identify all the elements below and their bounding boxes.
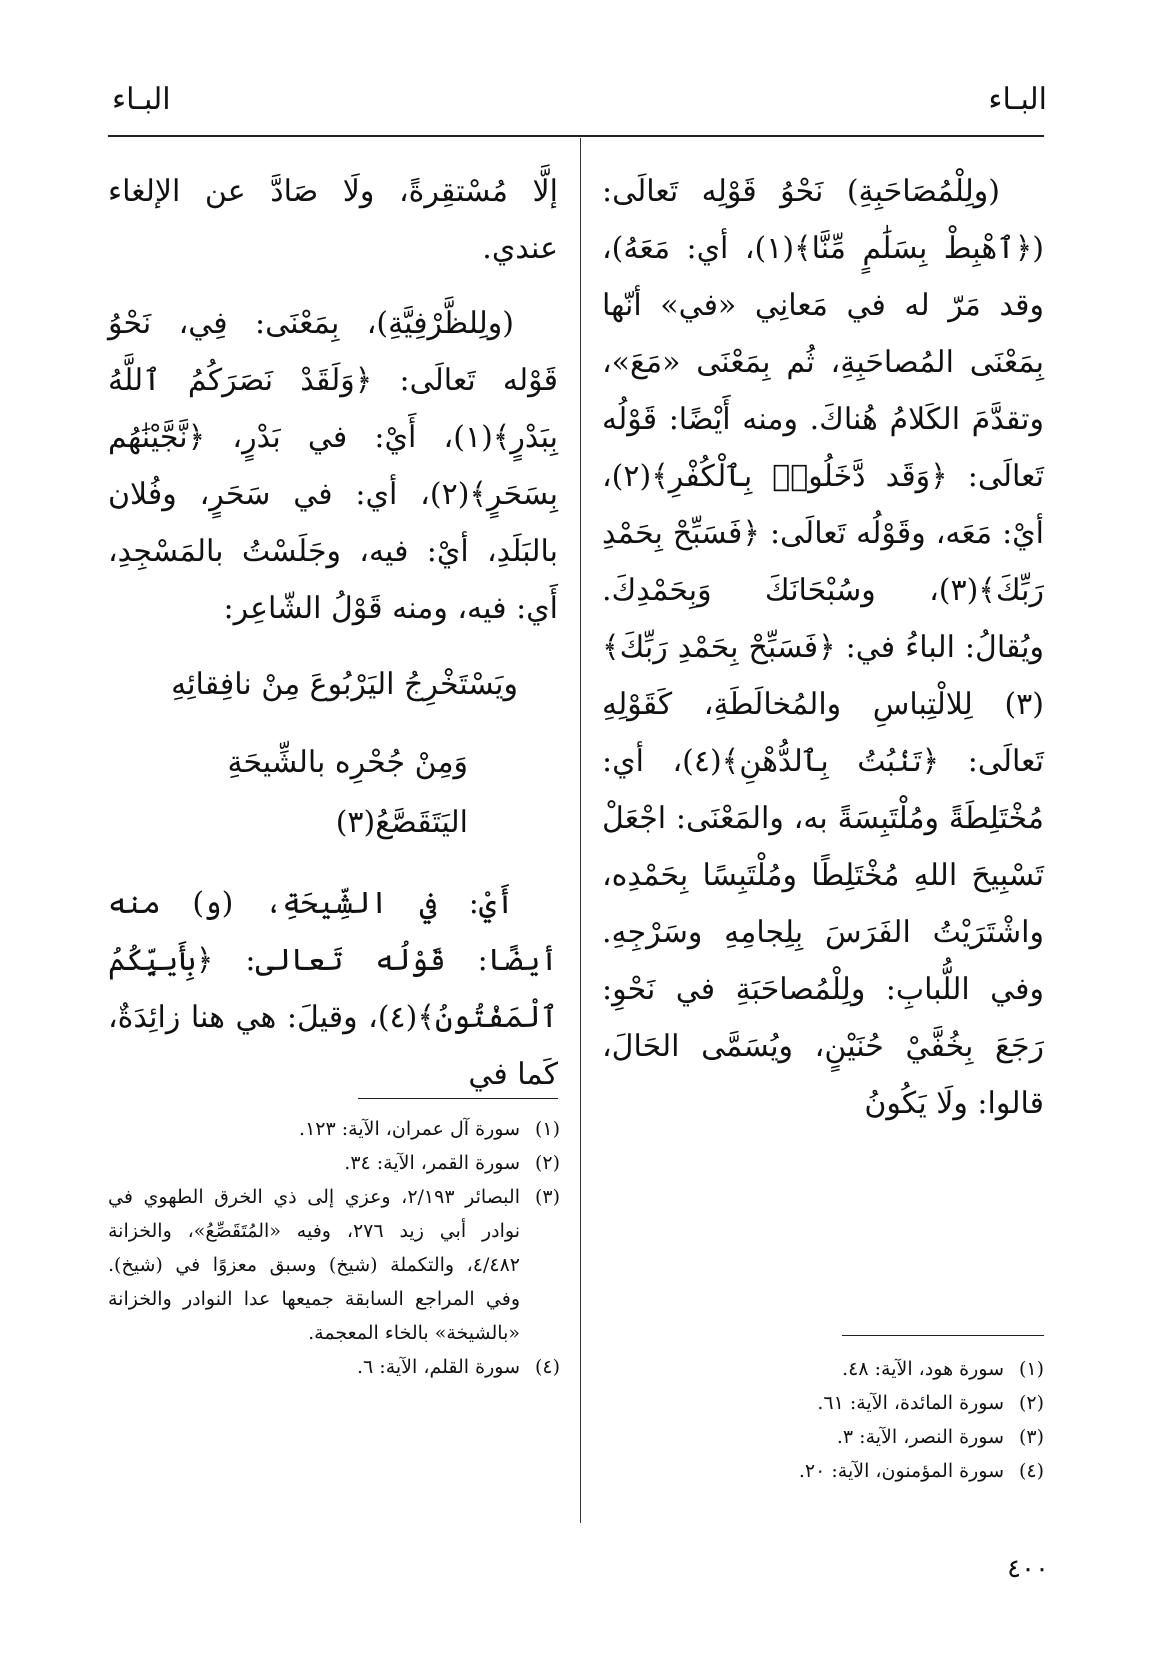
right-column: [602, 163, 1044, 1132]
footnote-text: سورة النصر، الآية: ٣.: [836, 1426, 1004, 1448]
running-header-right: البـاء: [988, 82, 1047, 117]
footnote-text: سورة المائدة، الآية: ٦١.: [817, 1392, 1004, 1414]
footnote-item: [108, 1112, 560, 1146]
left-paragraph-3: أَيْ: في الشِّيحَةِ، (و) منه أيضًا: قَوْلُه تَعالى: ﴿بِأَييِّكُمُ ٱلْمَفْتُونُ﴾(٤)، وقيلَ: هي هنا زائِدَةٌ، كَما في: [108, 886, 558, 1092]
footnote-item: [700, 1420, 1044, 1454]
right-paragraph-1: (ولِلْمُصَاحَبِةِ) نَحْوُ قَوْلِه تَعالَى: (﴿ٱهْبِطْ بِسَلَٰمٍ مِّنَّا﴾(١)، أي: مَعَهُ)، وقد مَرّ له في مَعانِي «في» أنّها بِمَعْنَى المُصاحَبِةِ، ثُم بِمَعْنَى «مَعَ»، وتقدَّمَ الكَلامُ هُناكَ. ومنه أَيْضًا: قَوْلُه تَعالَى: ﴿وَقَد دَّخَلُوا۟ بِٱلْكُفْرِ﴾(٢)، أيْ: مَعَه، وقَوْلُه تَعالَى: ﴿فَسَبِّحْ بِحَمْدِ رَبِّكَ﴾(٣)، وسُبْحَانَكَ وَبِحَمْدِكَ. ويُقالُ: الباءُ في: ﴿فَسَبِّحْ بِحَمْدِ رَبِّكَ﴾(٣) لِلالْتِباسِ والمُخالَطَةِ، كَقَوْلِهِ تَعالَى: ﴿تَنۢبُتُ بِٱلدُّهْنِ﴾(٤)، أي: مُخْتَلِطَةً ومُلْتَبِسَةً به، والمَعْنَى: اجْعَلْ تَسْبِيحَ اللهِ مُخْتَلِطًا ومُلْتَبِسًا بِحَمْدِه، واشْتَرَيْتُ الفَرَسَ بِلِجامِهِ وسَرْجِهِ. وفي اللُّبابِ: ولِلْمُصاحَبَةِ في نَحْوِ: رَجَعَ بِخُفَّيْ حُنَيْنٍ، ويُسَمَّى الحَالَ، قالوا: ولَا يَكُونُ: [602, 174, 1044, 1121]
footnote-item: [700, 1386, 1044, 1420]
left-column: [108, 163, 558, 1103]
footnotes-right: [700, 1352, 1044, 1488]
footnote-text: سورة هود، الآية: ٤٨.: [842, 1358, 1004, 1380]
verse-line-2: وَمِنْ جُحْرِه بالشِّيحَةِ اليَتَقَصَّعُ(٣): [227, 745, 468, 840]
footnote-number: (٣): [1018, 1426, 1044, 1448]
footnote-rule-left: [358, 1098, 558, 1099]
footnote-text: سورة آل عمران، الآية: ١٢٣.: [299, 1118, 520, 1140]
footnote-number: (٢): [1018, 1392, 1044, 1414]
footnote-item: [108, 1180, 560, 1350]
footnote-number: (٢): [534, 1152, 560, 1174]
footnote-item: [108, 1350, 560, 1384]
footnote-item: [700, 1454, 1044, 1488]
footnote-number: (١): [534, 1118, 560, 1140]
footnote-number: (٤): [534, 1356, 560, 1378]
left-paragraph-1: إلَّا مُسْتقِرةً، ولَا صَادَّ عن الإلغاء عندي.: [108, 174, 558, 266]
page-number: ٤٠٠: [1007, 1554, 1049, 1584]
column-divider: [580, 138, 581, 1523]
footnote-item: [700, 1352, 1044, 1386]
verse-line-1: ويَسْتَخْرِجُ اليَرْبُوعَ مِنْ نافِقائِهِ: [171, 667, 518, 702]
footnotes-left: [108, 1112, 560, 1384]
footnote-text: البصائر ٢/١٩٣، وعزي إلى ذي الخرق الطهوي في نوادر أبي زيد ٢٧٦، وفيه «المُتَقَصِّعُ»، والخزانة ٤/٤٨٢، والتكملة (شيخ) وسبق معزوًا في (شيخ). وفي المراجع السابقة جميعها عدا النوادر والخزانة «بالشيخة» بالخاء المعجمة.: [108, 1186, 520, 1344]
footnote-rule-right: [842, 1335, 1044, 1336]
left-paragraph-2: (ولِلظَّرْفِيَّةِ)، بِمَعْنَى: فِي، نَحْوُ قَوْله تَعالَى: ﴿وَلَقَدْ نَصَرَكُمُ ٱللَّهُ بِبَدْرٍ﴾(١)، أَيْ: في بَدْرٍ، ﴿نَّجَّيْنَٰهُم بِسَحَرٍ﴾(٢)، أي: في سَحَرٍ، وفُلان بالبَلَدِ، أيْ: فيه، وجَلَسْتُ بالمَسْجِدِ، أَي: فيه، ومنه قَوْلُ الشّاعِر:: [108, 306, 558, 626]
header-rule: [108, 135, 1044, 137]
footnote-text: سورة القمر، الآية: ٣٤.: [344, 1152, 520, 1174]
footnote-text: سورة المؤمنون، الآية: ٢٠.: [798, 1460, 1004, 1482]
footnote-number: (٣): [534, 1186, 560, 1208]
footnote-number: (١): [1018, 1358, 1044, 1380]
running-header-left: البـاء: [112, 82, 171, 117]
footnote-item: [108, 1146, 560, 1180]
footnote-number: (٤): [1018, 1460, 1044, 1482]
footnote-text: سورة القلم، الآية: ٦.: [357, 1356, 520, 1378]
